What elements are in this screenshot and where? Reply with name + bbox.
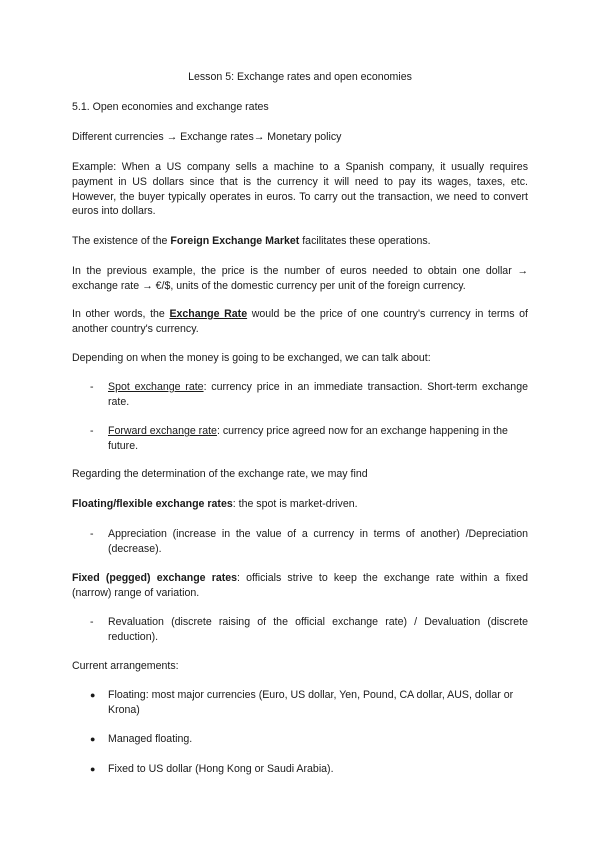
previous-example-paragraph: In the previous example, the price is the number of euros needed to obtain one dollar → exchange rate → €/$, units of the domestic currency per unit of the foreign currency.	[72, 265, 528, 292]
dash-marker: -	[90, 528, 94, 540]
arrangement-item: Managed floating.	[108, 733, 193, 745]
arrangement-item: Fixed to US dollar (Hong Kong or Saudi Arabia).	[108, 763, 334, 775]
forward-rate-term: Forward exchange rate	[108, 425, 217, 437]
fx-market-term: Foreign Exchange Market	[170, 235, 300, 247]
fixed-paragraph: Fixed (pegged) exchange rates: officials strive to keep the exchange rate within a fixed (narrow) range of variation.	[72, 572, 529, 599]
fx-market-paragraph: The existence of the Foreign Exchange Market facilitates these operations.	[72, 235, 431, 247]
page-title: Lesson 5: Exchange rates and open economies	[188, 71, 412, 83]
appreciation-item: Appreciation (increase in the value of a currency in terms of another) /Depreciation (decrease).	[108, 528, 528, 555]
dash-marker: -	[90, 381, 94, 393]
revaluation-item: Revaluation (discrete raising of the official exchange rate) / Devaluation (discrete reduction).	[108, 616, 528, 643]
regarding-paragraph: Regarding the determination of the exchange rate, we may find	[72, 468, 368, 480]
bullet-marker: ●	[90, 734, 96, 744]
depending-paragraph: Depending on when the money is going to be exchanged, we can talk about:	[72, 352, 431, 364]
example-paragraph: Example: When a US company sells a machine to a Spanish company, it usually requires payment in US dollars since that is the currency it will need to pay its wages, taxes, etc. However, the buyer typically operates in euros. To carry out the transaction, we need to convert euros into dollars.	[72, 161, 528, 218]
current-arrangements-heading: Current arrangements:	[72, 660, 179, 672]
dash-marker: -	[90, 616, 94, 628]
dash-marker: -	[90, 425, 94, 437]
fixed-term: Fixed (pegged) exchange rates	[72, 572, 238, 584]
exchange-rate-term: Exchange Rate	[169, 308, 248, 320]
spot-rate-term: Spot exchange rate	[108, 381, 204, 393]
forward-rate-item: Forward exchange rate: currency price agreed now for an exchange happening in the future.	[108, 425, 508, 452]
bullet-marker: ●	[90, 690, 96, 700]
floating-term: Floating/flexible exchange rates	[72, 498, 233, 510]
exchange-rate-definition: In other words, the Exchange Rate would be the price of one country's currency in terms of another country's currency.	[72, 308, 528, 335]
arrangement-item: Floating: most major currencies (Euro, US dollar, Yen, Pound, CA dollar, AUS, dollar or Krona)	[108, 689, 514, 716]
floating-paragraph: Floating/flexible exchange rates: the spot is market-driven.	[72, 498, 358, 510]
bullet-marker: ●	[90, 764, 96, 774]
spot-rate-item: Spot exchange rate: currency price in an immediate transaction. Short-term exchange rate.	[108, 381, 528, 408]
flow-line: Different currencies → Exchange rates→ Monetary policy	[72, 131, 342, 143]
section-heading: 5.1. Open economies and exchange rates	[72, 101, 269, 113]
